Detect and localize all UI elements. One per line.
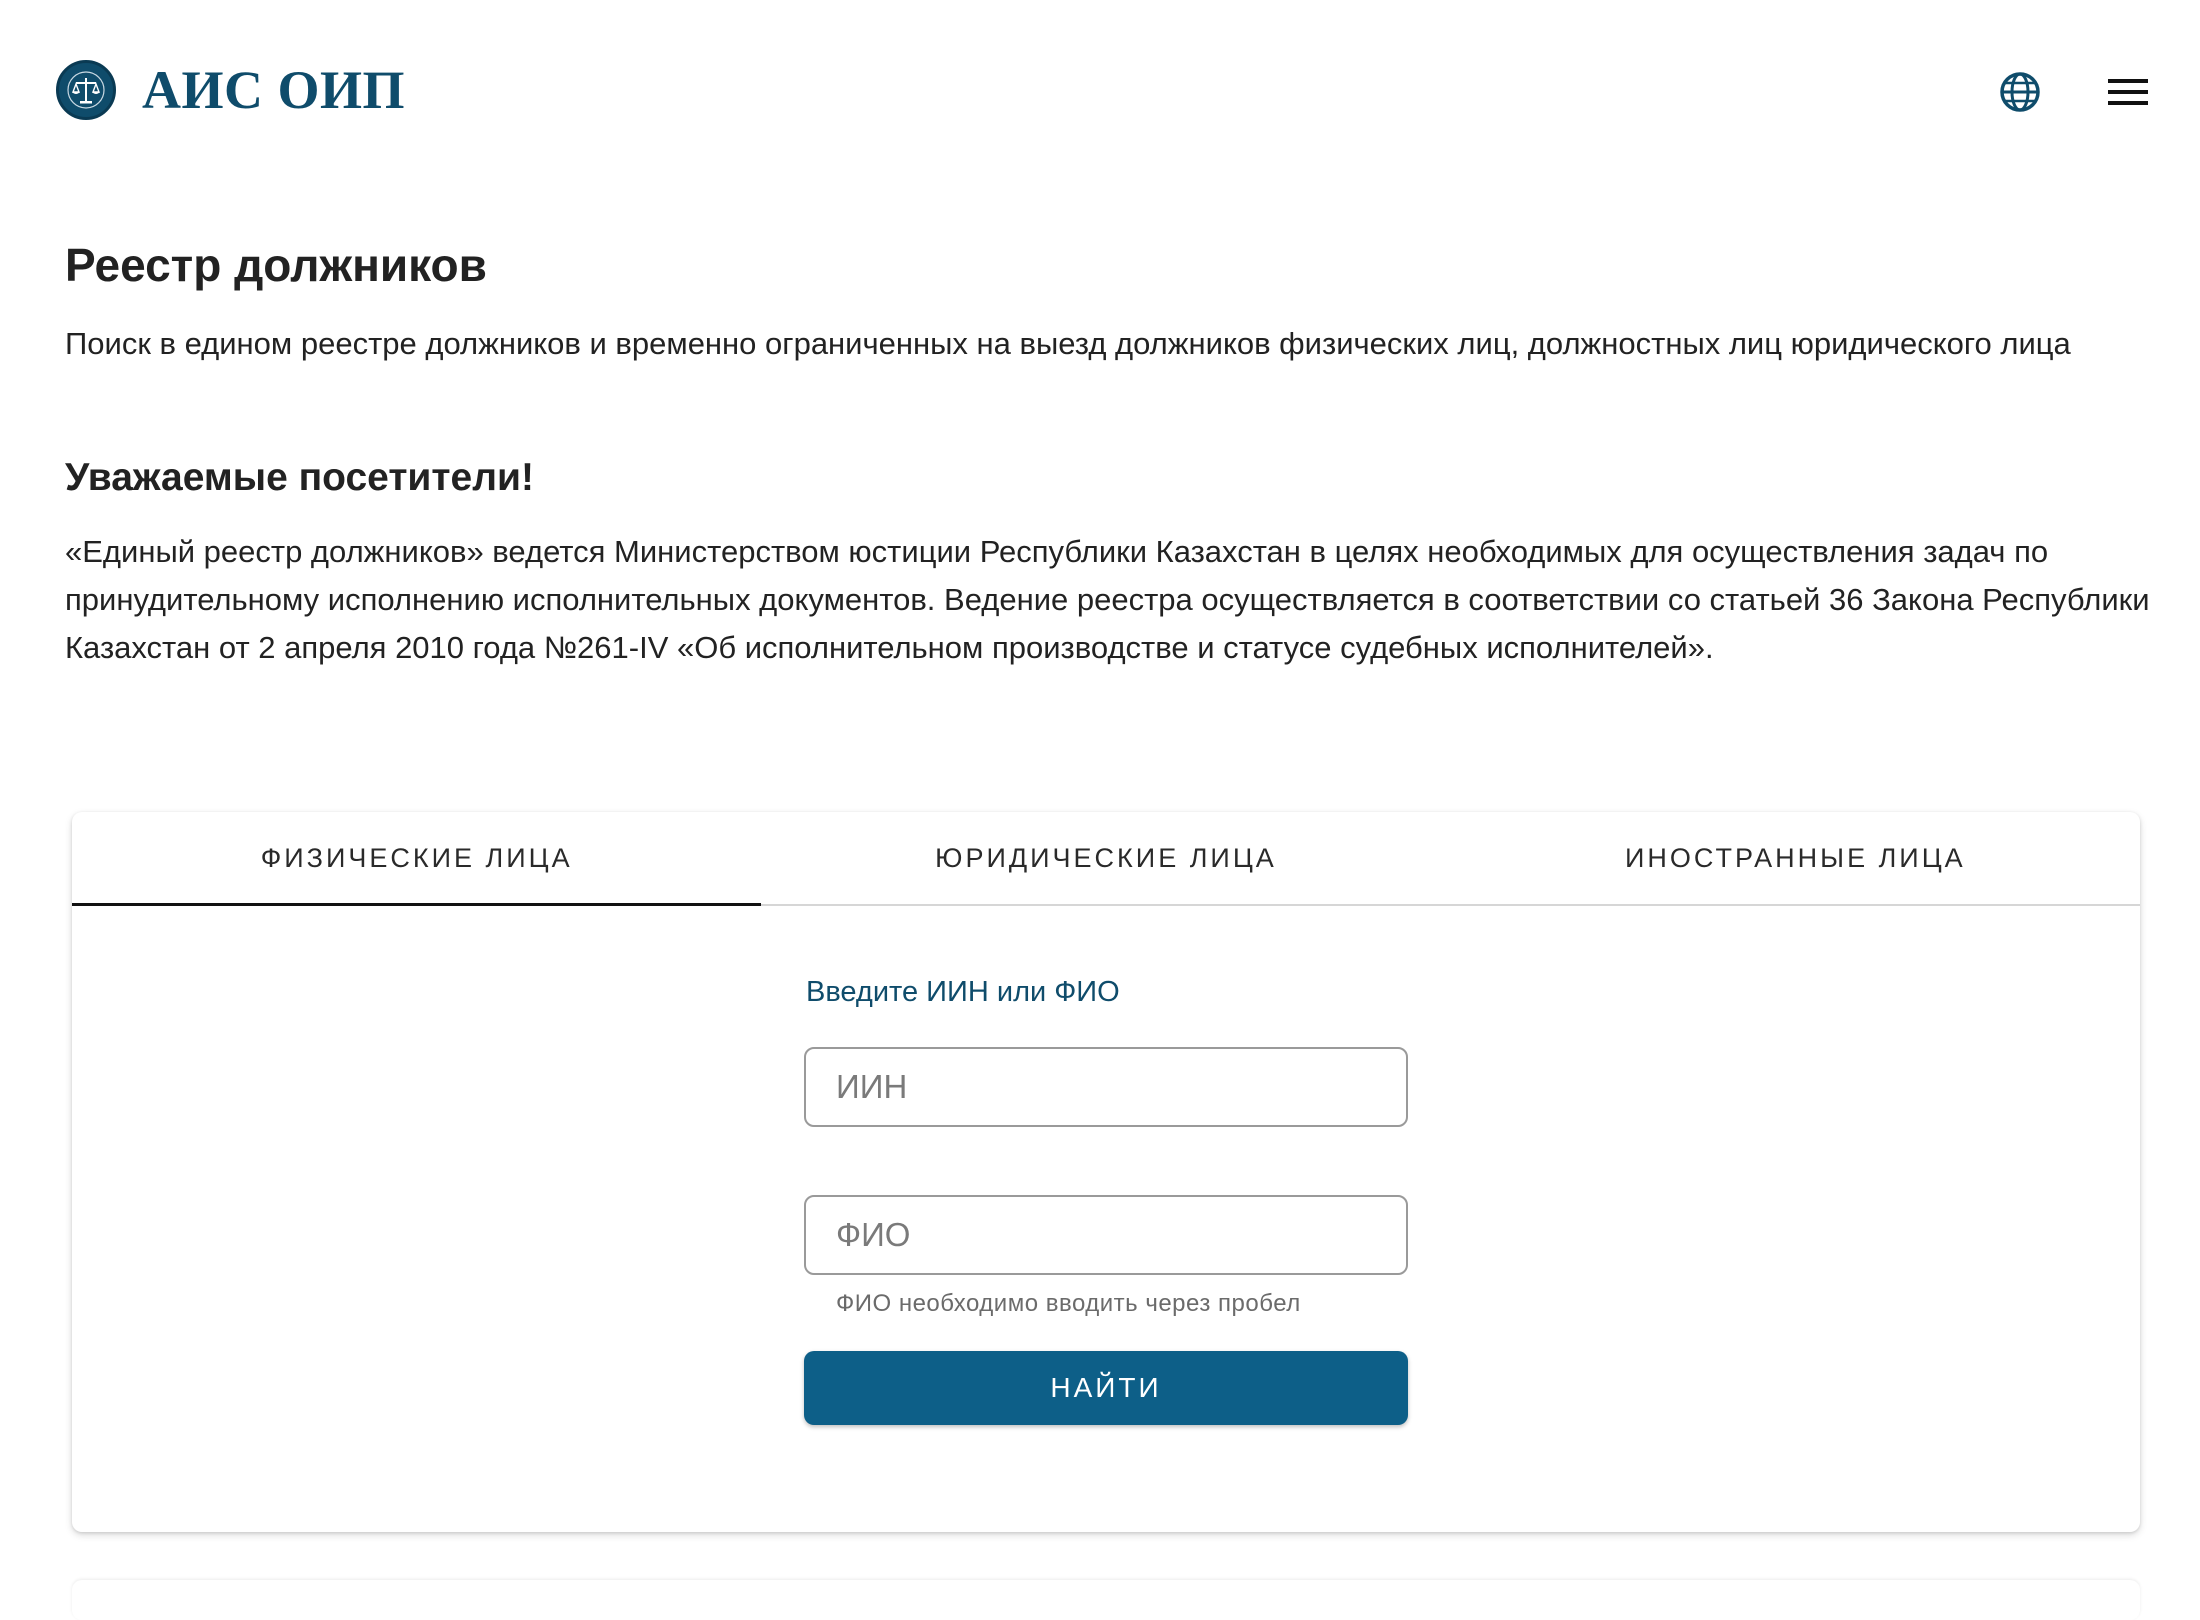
- iin-input[interactable]: [804, 1047, 1408, 1127]
- search-button[interactable]: НАЙТИ: [804, 1351, 1408, 1425]
- search-card: [72, 812, 2140, 1532]
- tab-foreigners[interactable]: ИНОСТРАННЫЕ ЛИЦА: [1624, 842, 1966, 873]
- fio-input[interactable]: [804, 1195, 1408, 1275]
- globe-icon[interactable]: [1990, 62, 2050, 122]
- notice-text: «Единый реестр должников» ведется Министерством юстиции Республики Казахстан в целях необходимых для осуществления задач по принудительному исполнению исполнительных документов. Ведение реестра осуществляется в соответствии со статьей 36 Закона Республики Казахстан от 2 апреля 2010 года №261-IV «Об исполнительном производстве и статусе судебных исполнителей».: [65, 534, 2150, 665]
- notice-title: Уважаемые посетители!: [65, 456, 534, 499]
- page-subtitle: Поиск в едином реестре должников и временно ограниченных на выезд должников физических лиц, должностных лиц юридического лица: [65, 326, 2071, 361]
- search-form-label: Введите ИИН или ФИО: [806, 976, 1120, 1008]
- scales-of-justice-icon[interactable]: [56, 60, 116, 120]
- results-card: [72, 1580, 2140, 1620]
- main-content: [65, 230, 2195, 672]
- tabs-bar: [72, 812, 2140, 906]
- header: [0, 0, 2200, 180]
- brand-title[interactable]: АИС ОИП: [142, 60, 406, 120]
- search-form: [804, 972, 1408, 1425]
- fio-helper-text: ФИО необходимо вводить через пробел: [836, 1290, 1301, 1317]
- tab-legal-entities[interactable]: ЮРИДИЧЕСКИЕ ЛИЦА: [935, 842, 1277, 873]
- tab-individuals[interactable]: ФИЗИЧЕСКИЕ ЛИЦА: [72, 812, 761, 904]
- page-title: Реестр должников: [65, 239, 487, 291]
- hamburger-menu-icon[interactable]: [2098, 62, 2158, 122]
